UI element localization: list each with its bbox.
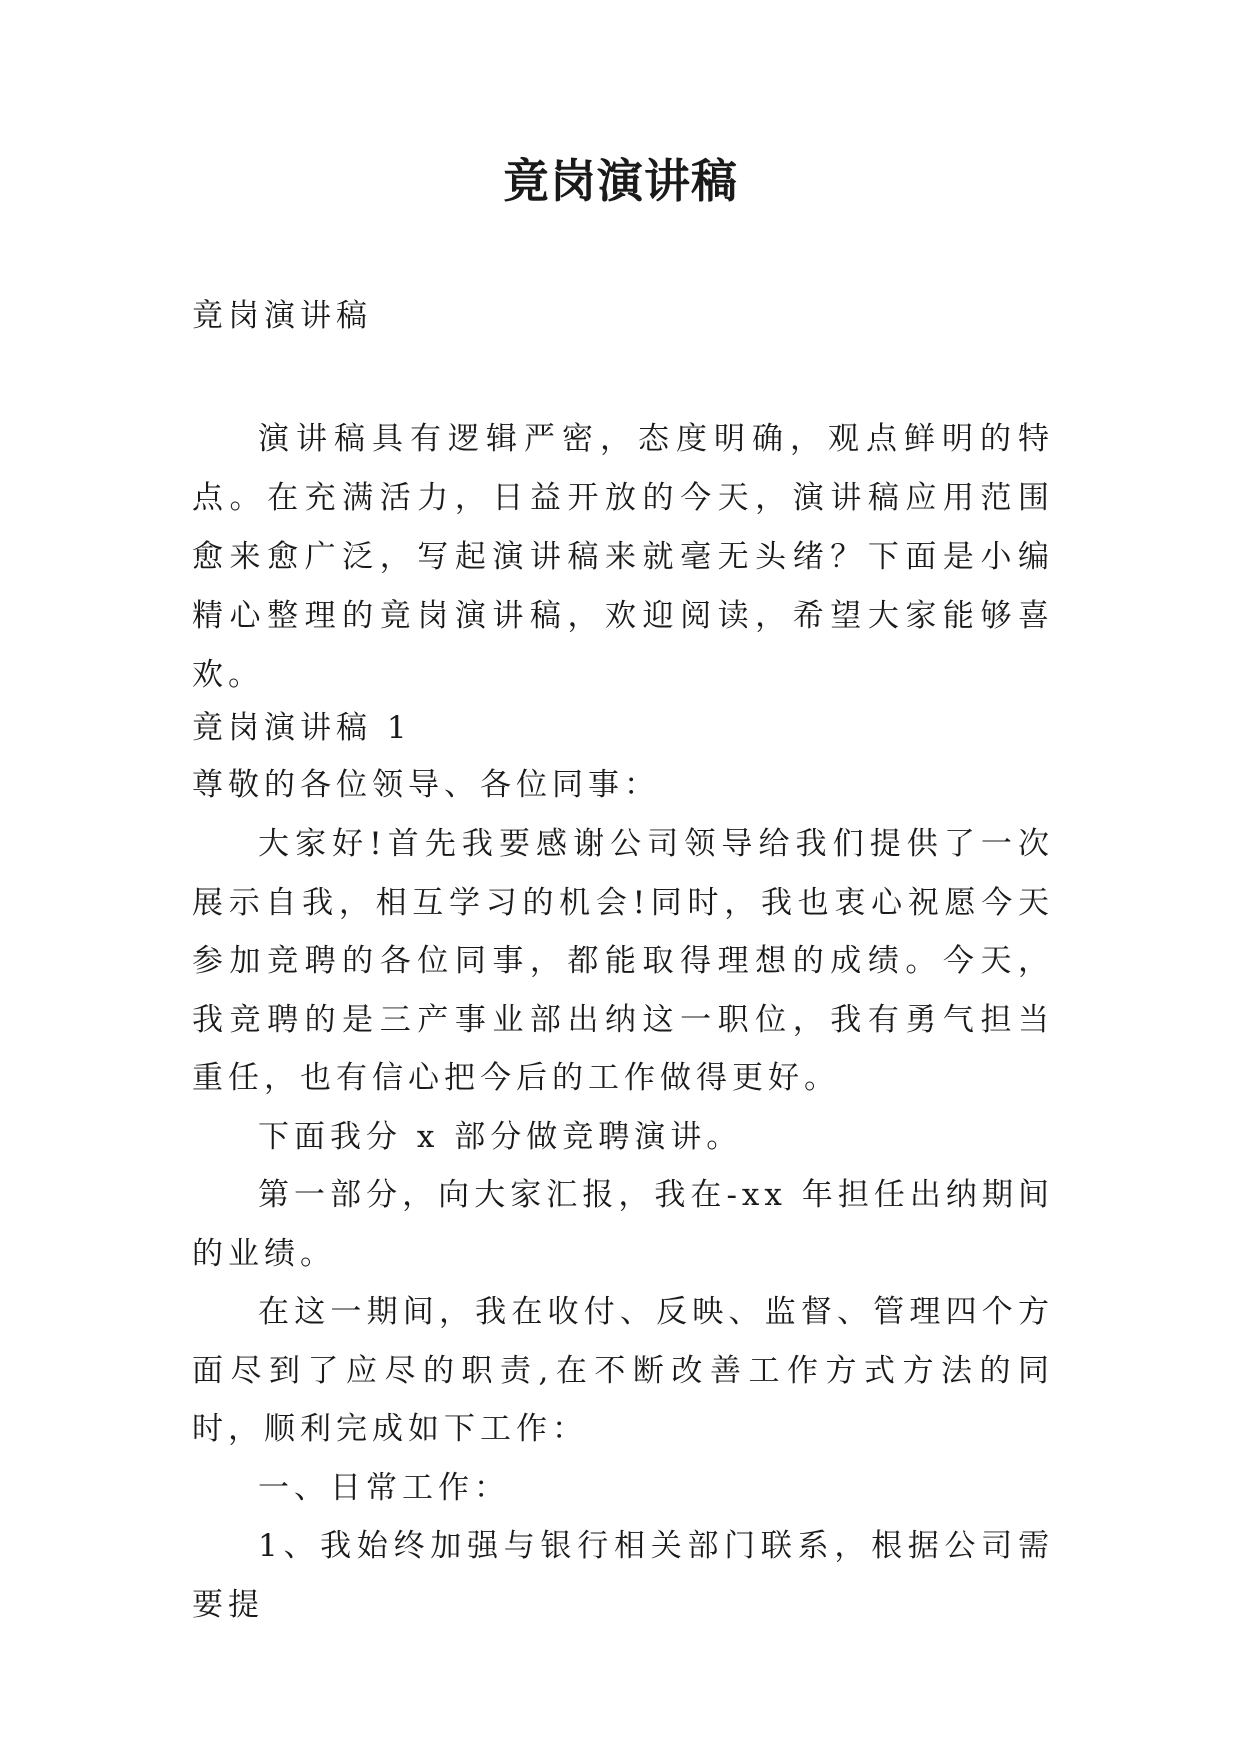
body-paragraph: 大家好!首先我要感谢公司领导给我们提供了一次展示自我，相互学习的机会!同时，我也衷心祝愿今天参加竞聘的各位同事，都能取得理想的成绩。今天，我竞聘的是三产事业部出纳这一职位，我有勇气担当重任，也有信心把今后的工作做得更好。 [192, 826, 1054, 1096]
document-title: 竟岗演讲稿 [503, 154, 738, 208]
list-heading: 一、日常工作： [258, 1469, 510, 1506]
document-subtitle: 竟岗演讲稿 [192, 298, 372, 334]
body-paragraph: 下面我分 x 部分做竞聘演讲。 [258, 1118, 743, 1155]
body-paragraph: 第一部分，向大家汇报，我在-xx 年担任出纳期间的业绩。 [192, 1177, 1054, 1272]
intro-paragraph: 演讲稿具有逻辑严密，态度明确，观点鲜明的特点。在充满活力，日益开放的今天，演讲稿应用范围愈来愈广泛，写起演讲稿来就毫无头绪？下面是小编精心整理的竟岗演讲稿，欢迎阅读，希望大家能够喜欢。 [192, 421, 1054, 693]
list-item: 1、我始终加强与银行相关部门联系，根据公司需要提 [192, 1528, 1054, 1623]
body-paragraph: 在这一期间，我在收付、反映、监督、管理四个方面尽到了应尽的职责,在不断改善工作方式方法的同时，顺利完成如下工作： [192, 1294, 1054, 1447]
speech-section [192, 700, 1054, 1634]
section-heading: 竟岗演讲稿 1 [192, 710, 412, 746]
salutation: 尊敬的各位领导、各位同事： [192, 767, 660, 803]
